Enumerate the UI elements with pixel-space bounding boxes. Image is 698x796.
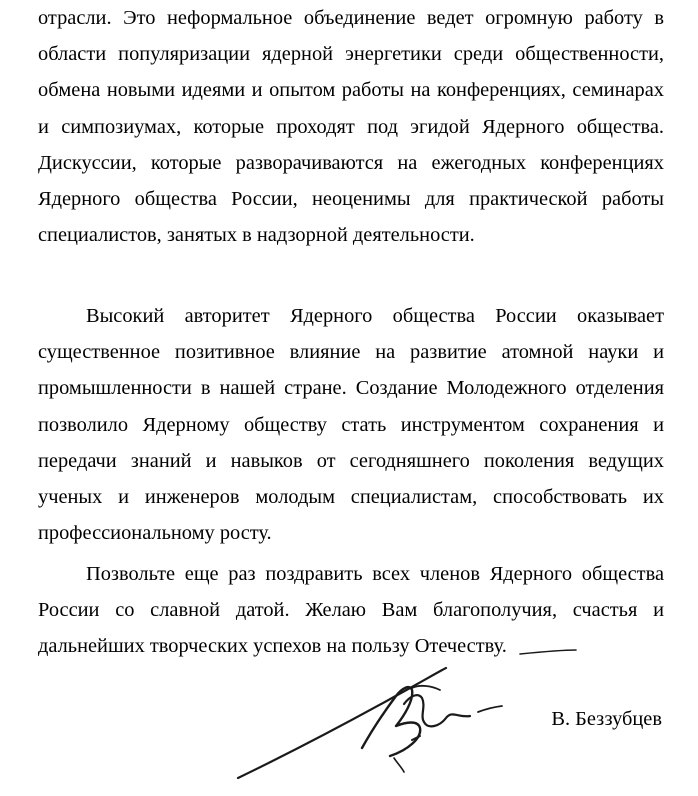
paragraph-block-3 [38, 556, 664, 665]
signature-letter-stroke [362, 687, 420, 756]
paragraph-block-1 [38, 0, 664, 253]
paragraph-3: Позвольте еще раз поздравить всех членов Ядерного общества России со славной датой. Желаю Вам благополучия, счастья и дальнейших творческих успехов на пользу Отечеству. [38, 563, 664, 658]
paragraph-1: отрасли. Это неформальное объединение ведет огромную работу в области популяризации ядерной энергетики среди общественности, обмена новыми идеями и опытом работы на конференциях, семинарах и симпозиумах, которые проходят под эгидой Ядерного общества. Дискуссии, которые разворачиваются на ежегодных конференциях Ядерного общества России, неоценимы для практической работы специалистов, занятых в надзорной деятельности. [38, 7, 664, 247]
signature-sweep-stroke [238, 668, 446, 778]
signature-tail-stroke [412, 686, 440, 690]
signatory-name: В. Беззубцев [551, 708, 662, 730]
signature-mark-stroke [412, 736, 420, 740]
paragraph-2: Высокий авторитет Ядерного общества России оказывает существенное позитивное влияние на развитие атомной науки и промышленности в нашей стране. Создание Молодежного отделения позволило Ядерному обществу стать инструментом сохранения и передачи знаний и навыков от сегодняшнего поколения ведущих ученых и инженеров молодым специалистам, способствовать их профессиональному росту. [38, 305, 664, 545]
signature-dash-stroke [478, 706, 502, 712]
signature-hook-stroke [394, 758, 404, 772]
paragraph-block-2 [38, 298, 664, 551]
signature-loop-stroke [404, 695, 470, 726]
